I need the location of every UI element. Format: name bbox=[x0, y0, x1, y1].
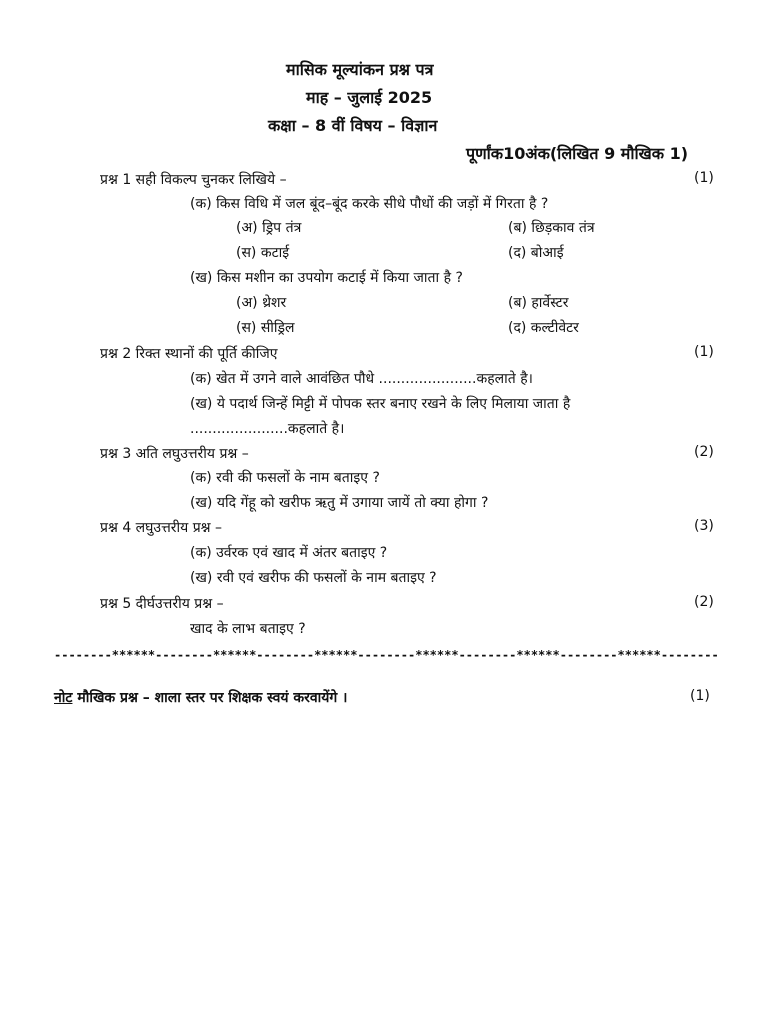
total-marks-line: पूर्णांक10अंक(लिखित 9 मौखिक 1) bbox=[466, 144, 689, 163]
question-4b-text: (ख) रवी एवं खरीफ की फसलों के नाम बताइए ? bbox=[190, 570, 437, 586]
question-1b-option-d: (द) कल्टीवेटर bbox=[508, 320, 579, 336]
note-text: मौखिक प्रश्न – शाला स्तर पर शिक्षक स्वयं करवायेंगे । bbox=[72, 690, 348, 706]
question-5-text: खाद के लाभ बताइए ? bbox=[190, 621, 306, 637]
question-1a-option-c: (स) कटाई bbox=[236, 245, 290, 261]
question-3a-text: (क) रवी की फसलों के नाम बताइए ? bbox=[190, 470, 380, 486]
note-marks: (1) bbox=[690, 688, 710, 704]
paper-title: मासिक मूल्यांकन प्रश्न पत्र bbox=[286, 60, 434, 79]
question-1b-option-c: (स) सीड्रिल bbox=[236, 320, 295, 336]
question-1b-text: (ख) किस मशीन का उपयोग कटाई में किया जाता है ? bbox=[190, 270, 463, 286]
question-1a-option-b: (ब) छिड़काव तंत्र bbox=[508, 220, 595, 236]
question-4-label: प्रश्न 4 लघुउत्तरीय प्रश्न – bbox=[100, 520, 223, 536]
note-line bbox=[54, 688, 347, 707]
question-1a-option-d: (द) बोआई bbox=[508, 245, 564, 261]
question-2a-text: (क) खेत में उगने वाले आवंछित पौधे ......................कहलाते है। bbox=[190, 371, 533, 387]
question-4a-text: (क) उर्वरक एवं खाद में अंतर बताइए ? bbox=[190, 545, 388, 561]
question-1b-option-a: (अ) थ्रेशर bbox=[236, 295, 287, 311]
question-2b-text-line2: ......................कहलाते है। bbox=[190, 421, 345, 437]
question-3b-text: (ख) यदि गेंहू को खरीफ ऋतु में उगाया जायें तो क्या होगा ? bbox=[190, 495, 489, 511]
question-3-label: प्रश्न 3 अति लघुउत्तरीय प्रश्न – bbox=[100, 446, 249, 462]
question-2-marks: (1) bbox=[694, 344, 714, 360]
question-2b-text-line1: (ख) ये पदार्थ जिन्हें मिट्टी में पोपक स्तर बनाए रखने के लिए मिलाया जाता है bbox=[190, 396, 571, 412]
question-5-label: प्रश्न 5 दीर्घउत्तरीय प्रश्न – bbox=[100, 596, 224, 612]
separator-line: --------******--------******--------******--------******--------******--------******-------- bbox=[54, 648, 719, 662]
question-1a-text: (क) किस विधि में जल बूंद–बूंद करके सीधे पौधों की जड़ों में गिरता है ? bbox=[190, 196, 549, 212]
month-line: माह – जुलाई 2025 bbox=[306, 88, 433, 107]
question-1a-option-a: (अ) ड्रिप तंत्र bbox=[236, 220, 302, 236]
question-5-marks: (2) bbox=[694, 594, 714, 610]
class-subject-line: कक्षा – 8 वीं विषय – विज्ञान bbox=[268, 116, 438, 135]
question-2-label: प्रश्न 2 रिक्त स्थानों की पूर्ति कीजिए bbox=[100, 346, 278, 362]
question-1-label: प्रश्न 1 सही विकल्प चुनकर लिखिये – bbox=[100, 172, 287, 188]
question-1-marks: (1) bbox=[694, 170, 714, 186]
question-4-marks: (3) bbox=[694, 518, 714, 534]
question-1b-option-b: (ब) हार्वेस्टर bbox=[508, 295, 569, 311]
note-label: नोट bbox=[54, 690, 73, 706]
question-3-marks: (2) bbox=[694, 444, 714, 460]
